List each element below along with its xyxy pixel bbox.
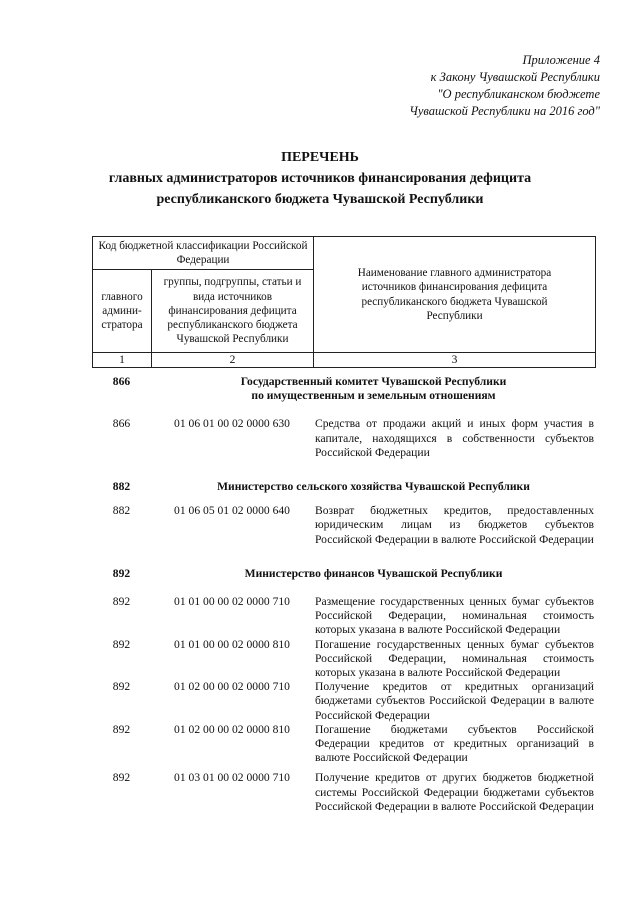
- org-code: 866: [112, 375, 131, 388]
- source-code: 01 06 01 00 02 0000 630: [174, 417, 290, 431]
- admin-code: 892: [112, 637, 131, 651]
- column-number-2: 2: [152, 353, 314, 368]
- document-title: ПЕРЕЧЕНЬ: [281, 150, 359, 165]
- column-number-1: 1: [93, 353, 152, 368]
- source-name: Погашение государственных ценных бумаг субъектов Российской Федерации, номинальная стоимость которых указана в валюте Российской Федерации: [315, 637, 594, 680]
- org-header-882: [92, 480, 596, 494]
- table-row: [92, 504, 596, 547]
- source-name: Получение кредитов от других бюджетов бюджетной системы Российской Федерации бюджетами субъектов Российской Федерации в валюте Российской Федерации: [315, 771, 594, 813]
- document-subtitle-line1: главных администраторов источников финансирования дефицита: [108, 171, 532, 186]
- source-code: 01 01 00 00 02 0000 810: [174, 637, 290, 651]
- org-name: Министерство финансов Чувашской Республики: [244, 566, 503, 580]
- table-row: [92, 417, 596, 460]
- column-number-3: 3: [314, 353, 596, 368]
- appendix-line: Приложение 4: [522, 53, 600, 67]
- appendix-line: Чувашской Республики на 2016 год": [409, 104, 600, 118]
- source-code: 01 01 00 00 02 0000 710: [174, 595, 290, 609]
- appendix-line: "О республиканском бюджете: [437, 87, 600, 101]
- header-source-column: группы, подгруппы, статьи и вида источников финансирования дефицита республиканского бюджета Чувашской Республики: [152, 270, 314, 353]
- header-code-group: Код бюджетной классификации Российской Федерации: [93, 237, 314, 270]
- table-header: [92, 236, 596, 368]
- source-name: Возврат бюджетных кредитов, предоставленных юридическим лицам из бюджетов субъектов Российской Федерации в валюте Российской Федерации: [315, 504, 594, 546]
- table-body: [92, 375, 596, 814]
- table-row: [92, 771, 596, 814]
- document-subtitle-line2: республиканского бюджета Чувашской Республики: [156, 192, 484, 207]
- source-name: Средства от продажи акций и иных форм участия в капитале, находящихся в собственности субъектов Российской Федерации: [315, 417, 594, 459]
- appendix-line: к Закону Чувашской Республики: [430, 70, 600, 84]
- org-header-892: [92, 567, 596, 581]
- source-code: 01 06 05 01 02 0000 640: [174, 504, 290, 518]
- org-header-866: [92, 375, 596, 403]
- admin-code: 866: [112, 417, 131, 431]
- source-name: Погашение бюджетами субъектов Российской Федерации кредитов от кредитных организаций в валюте Российской Федерации: [315, 722, 594, 765]
- table-row: [92, 595, 596, 638]
- source-name: Получение кредитов от кредитных организаций бюджетами субъектов Российской Федерации в валюте Российской Федерации: [315, 680, 594, 722]
- header-name-column: Наименование главного администратора источников финансирования дефицита республиканского бюджета Чувашской Республики: [314, 237, 596, 353]
- org-code: 882: [112, 480, 131, 494]
- table-row: [92, 723, 596, 766]
- org-name: Государственный комитет Чувашской Республики: [240, 375, 507, 388]
- table-row: [92, 638, 596, 681]
- source-code: 01 02 00 00 02 0000 810: [174, 722, 290, 736]
- source-code: 01 02 00 00 02 0000 710: [174, 680, 290, 694]
- org-name: по имущественным и земельным отношениям: [251, 389, 496, 403]
- admin-code: 892: [112, 595, 131, 609]
- admin-code: 892: [112, 722, 131, 736]
- admin-code: 882: [112, 504, 131, 518]
- table-row: [92, 680, 596, 723]
- admin-code: 892: [112, 680, 131, 694]
- source-code: 01 03 01 00 02 0000 710: [174, 771, 290, 785]
- admin-code: 892: [112, 771, 131, 785]
- appendix-note: [300, 52, 600, 120]
- org-code: 892: [112, 566, 131, 580]
- org-name: Министерство сельского хозяйства Чувашской Республики: [217, 480, 530, 494]
- header-admin-column: главного админи-стратора: [93, 270, 152, 353]
- source-name: Размещение государственных ценных бумаг субъектов Российской Федерации, номинальная стоимость которых указана в валюте Российской Федерации: [315, 595, 594, 637]
